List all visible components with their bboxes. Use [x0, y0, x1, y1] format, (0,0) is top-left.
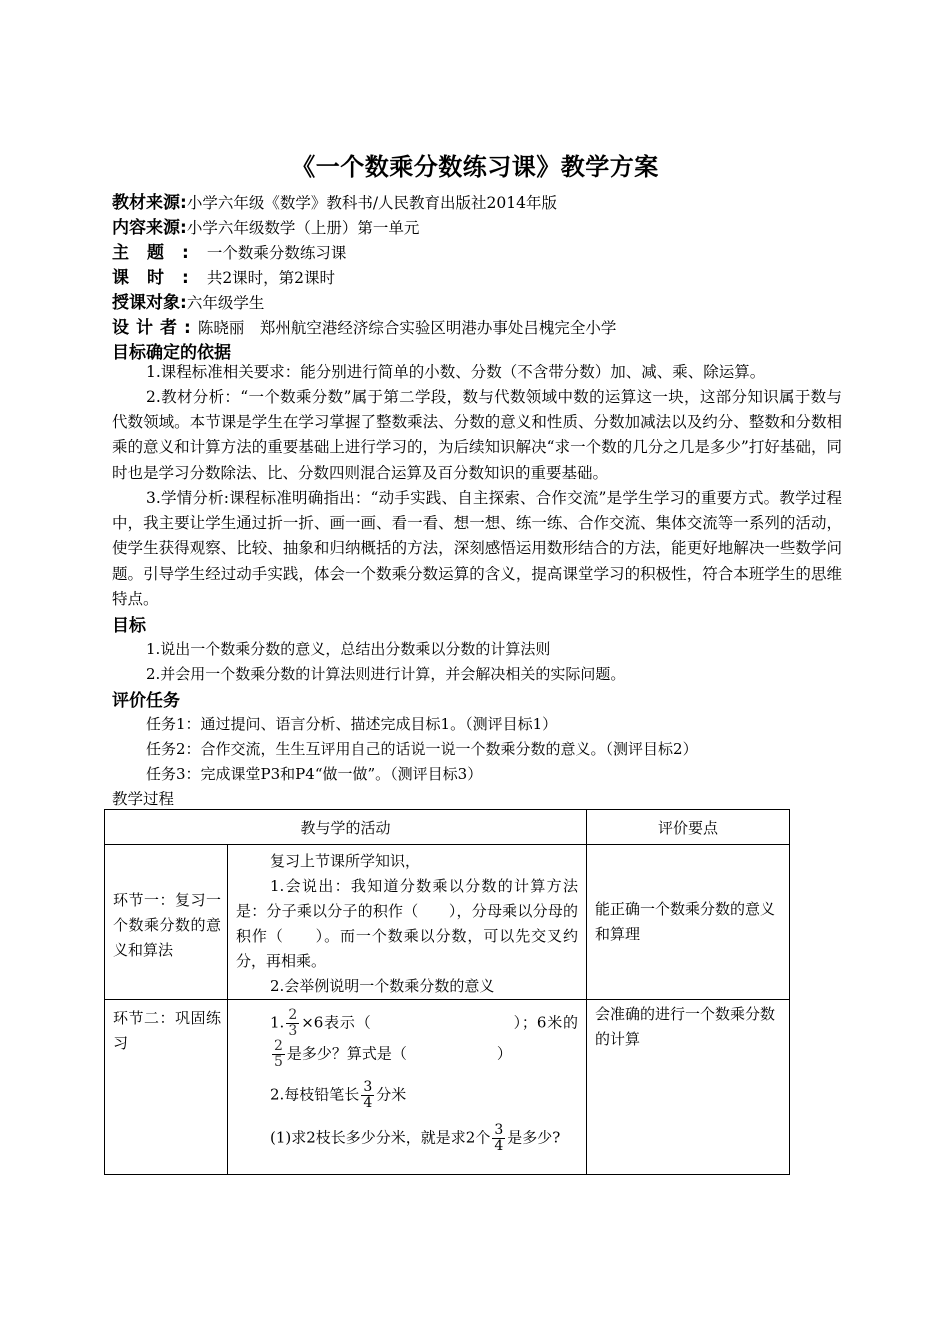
meta-key: 课时:	[112, 268, 207, 288]
fraction	[361, 1080, 374, 1111]
exercise-text: 是多少?	[507, 1128, 561, 1147]
exercise-2-1	[236, 1111, 578, 1154]
meta-value: 小学六年级《数学》教科书/人民教育出版社2014年版	[186, 194, 557, 212]
stage-name: 环节二：巩固练习	[105, 1000, 228, 1175]
fraction-numerator: 3	[494, 1122, 504, 1138]
exercise-2	[236, 1070, 578, 1111]
basis-item-3: 3.学情分析:课程标准明确指出：“动手实践、自主探索、合作交流”是学生学习的重要方式。教学过程中，我主要让学生通过折一折、画一画、看一看、想一想、练一练、合作交流、集体交流等一系列的活动，使学生获得观察、比较、抽象和归纳概括的方法，深刻感悟运用数形结合的方法，能更好地解决一些数学问题。引导学生经过动手实践，体会一个数乘分数运算的含义，提高课堂学习的积极性，符合本班学生的思维特点。	[112, 489, 842, 608]
exercise-text: 分米	[376, 1085, 407, 1104]
exercise-1	[236, 1004, 578, 1070]
fraction	[272, 1039, 285, 1070]
meta-source	[112, 188, 557, 213]
meta-period	[112, 263, 335, 288]
meta-key: 设计者:	[112, 318, 198, 338]
task-item-3: 任务3：完成课堂P3和P4“做一做”。（测评目标3）	[146, 765, 483, 783]
fraction-denominator: 4	[363, 1095, 373, 1111]
tasks-heading: 评价任务	[112, 691, 180, 711]
fraction-denominator: 3	[288, 1023, 298, 1039]
meta-key: 教材来源:	[112, 193, 187, 213]
fraction-denominator: 5	[274, 1054, 283, 1070]
process-caption: 教学过程	[112, 790, 175, 808]
stage-eval: 能正确一个数乘分数的意义和算理	[587, 845, 790, 1000]
stage-activity	[228, 1000, 587, 1175]
meta-designer	[112, 313, 616, 338]
meta-value: 六年级学生	[186, 294, 265, 312]
meta-value: 陈晓丽 郑州航空港经济综合实验区明港办事处吕槐完全小学	[197, 319, 617, 337]
meta-content	[112, 213, 419, 238]
header-activity: 教与学的活动	[105, 810, 587, 845]
fraction-denominator: 4	[494, 1138, 504, 1154]
header-eval: 评价要点	[587, 810, 790, 845]
exercise-text: (1)求2枝长多少分米，就是求2个	[270, 1128, 491, 1147]
meta-audience	[112, 288, 264, 313]
basis-heading: 目标确定的依据	[112, 343, 231, 363]
meta-value: 小学六年级数学（上册）第一单元	[186, 219, 420, 237]
stage-eval: 会准确的进行一个数乘分数的计算	[587, 1000, 790, 1175]
basis-item-2: 2.教材分析：“一个数乘分数”属于第二学段，数与代数领域中数的运算这一块，这部分知识属于数与代数领域。本节课是学生在学习掌握了整数乘法、分数的意义和性质、分数加减法以及约分、整数和分数相乘的意义和计算方法的重要基础上进行学习的，为后续知识解决“求一个数的几分之几是多少”打好基础，同时也是学习分数除法、比、分数四则混合运算及百分数知识的重要基础。	[112, 388, 842, 482]
goals-heading: 目标	[112, 616, 146, 636]
stage-activity	[228, 845, 587, 1000]
basis-item-1: 1.课程标准相关要求：能分别进行简单的小数、分数（不含带分数）加、减、乘、除运算。	[146, 363, 766, 381]
activity-line: 复习上节课所学知识，	[270, 852, 421, 870]
meta-key: 内容来源:	[112, 218, 187, 238]
fraction-numerator: 2	[274, 1038, 283, 1054]
meta-topic	[112, 238, 346, 263]
page-title: 《一个数乘分数练习课》教学方案	[291, 153, 659, 181]
activity-line: 1.会说出：我知道分数乘以分数的计算方法是：分子乘以分子的积作（ ），分母乘以分母的积作（ ）。而一个数乘以分数，可以先交叉约分，再相乘。	[236, 877, 578, 970]
activity-line: 2.会举例说明一个数乘分数的意义	[270, 977, 495, 995]
fraction	[286, 1008, 299, 1039]
stage-name: 环节一：复习一个数乘分数的意义和算法	[105, 845, 228, 1000]
fraction-numerator: 3	[363, 1079, 373, 1095]
exercise-text: 是多少？算式是（ ）	[286, 1044, 512, 1063]
table-row	[105, 1000, 790, 1175]
meta-value: 一个数乘分数练习课	[206, 244, 347, 262]
task-item-2: 任务2：合作交流，生生互评用自己的话说一说一个数乘分数的意义。（测评目标2）	[146, 740, 698, 758]
meta-value: 共2课时，第2课时	[206, 269, 336, 287]
goal-item-2: 2.并会用一个数乘分数的计算法则进行计算，并会解决相关的实际问题。	[146, 665, 626, 683]
table-row	[105, 845, 790, 1000]
meta-key: 授课对象:	[112, 293, 187, 313]
exercise-text: ×6表示（ ）；6米的	[301, 1013, 578, 1032]
exercise-text: 2.每枝铅笔长	[270, 1085, 360, 1104]
meta-key: 主题:	[112, 243, 207, 263]
fraction	[492, 1123, 505, 1154]
goal-item-1: 1.说出一个数乘分数的意义，总结出分数乘以分数的计算法则	[146, 640, 551, 658]
exercise-text: 1.	[270, 1013, 285, 1032]
fraction-numerator: 2	[288, 1007, 298, 1023]
task-item-1: 任务1：通过提问、语言分析、描述完成目标1。（测评目标1）	[146, 715, 558, 733]
process-table	[104, 809, 790, 1175]
table-header-row	[105, 810, 790, 845]
